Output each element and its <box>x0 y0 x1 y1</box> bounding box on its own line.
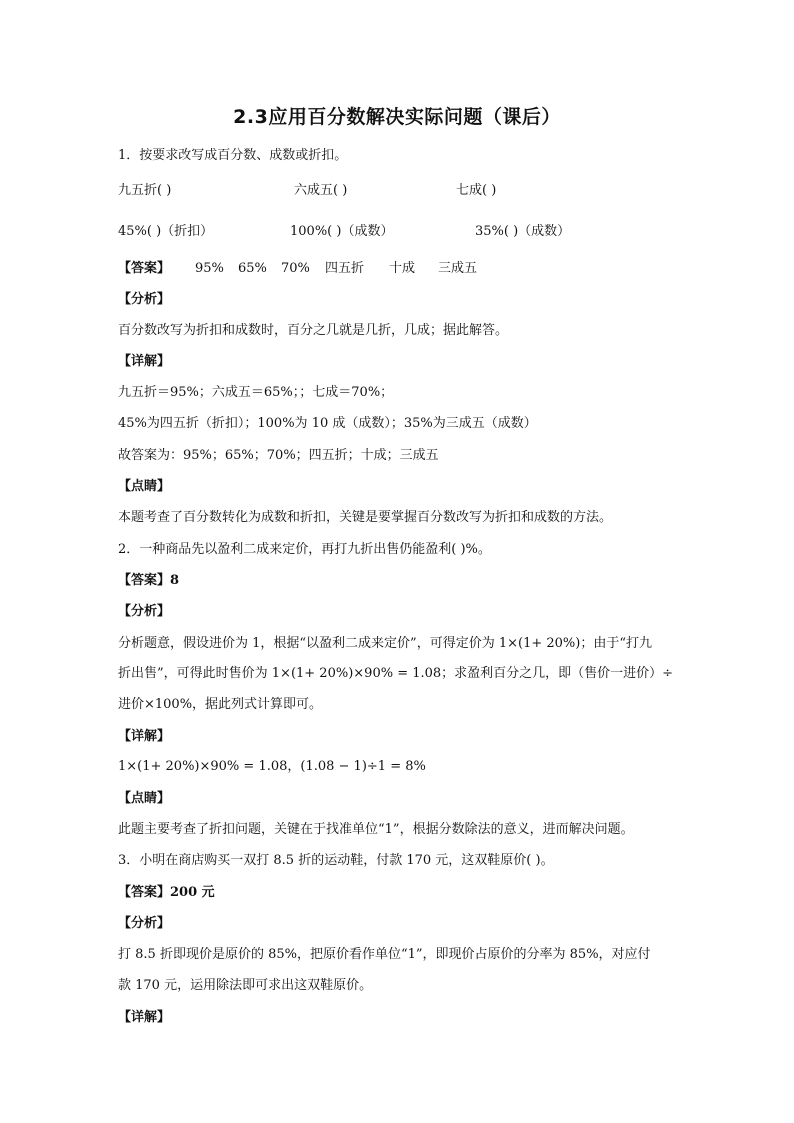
q1-stem: 1．按要求改写成百分数、成数或折扣。 <box>118 148 348 163</box>
comment-label: 【点睛】 <box>118 791 171 806</box>
comment-text: 此题主要考查了折扣问题，关键在于找准单位“1”，根据分数除法的意义，进而解决问题。 <box>118 822 634 837</box>
analysis-line: 分析题意，假设进价为 1，根据“以盈利二成来定价”，可得定价为 1×(1+ 20%)；由于“打九 <box>118 636 652 651</box>
detail-label: 【详解】 <box>118 729 171 744</box>
detail-line: 九五折＝95%；六成五＝65%；；七成＝70%； <box>118 385 394 400</box>
analysis-label: 【分析】 <box>118 292 171 307</box>
analysis-line: 折出售”，可得此时售价为 1×(1+ 20%)×90% = 1.08；求盈利百分之几，即（售价一进价）÷ <box>118 666 674 681</box>
q1-blank-3: 七成( ) <box>456 183 497 198</box>
q1-blank-5: 100%( )（成数） <box>290 224 394 239</box>
answer-item: 95% <box>195 261 224 276</box>
comment-text: 本题考查了百分数转化为成数和折扣，关键是要掌握百分数改写为折扣和成数的方法。 <box>118 510 613 525</box>
q1-blank-4: 45%( )（折扣） <box>118 224 214 239</box>
answer-item: 四五折 <box>325 261 365 276</box>
detail-label: 【详解】 <box>118 1010 171 1025</box>
analysis-label: 【分析】 <box>118 604 171 619</box>
analysis-line: 打 8.5 折即现价是原价的 85%，把原价看作单位“1”，即现价占原价的分率为 85%，对应付 <box>118 947 651 962</box>
analysis-label: 【分析】 <box>118 916 171 931</box>
q3-answer: 【答案】200 元 <box>118 885 215 900</box>
page-title: 2.3应用百分数解决实际问题（课后） <box>233 106 561 128</box>
detail-label: 【详解】 <box>118 354 171 369</box>
q3-stem: 3．小明在商店购买一双打 8.5 折的运动鞋，付款 170 元，这双鞋原价( )。 <box>118 853 554 868</box>
q1-answer <box>118 259 678 279</box>
answer-item: 65% <box>238 261 267 276</box>
analysis-line: 进价×100%，据此列式计算即可。 <box>118 697 323 712</box>
analysis-text: 百分数改写为折扣和成数时，百分之几就是几折，几成；据此解答。 <box>118 323 509 338</box>
q2-answer: 【答案】8 <box>118 573 180 588</box>
q1-blank-6: 35%( )（成数） <box>475 224 571 239</box>
q1-blank-2: 六成五( ) <box>294 183 348 198</box>
answer-item: 三成五 <box>438 261 478 276</box>
detail-line: 45%为四五折（折扣）；100%为 10 成（成数）；35%为三成五（成数） <box>118 416 537 431</box>
comment-label: 【点睛】 <box>118 479 171 494</box>
q2-stem: 2．一种商品先以盈利二成来定价，再打九折出售仍能盈利( )%。 <box>118 542 491 557</box>
q1-blank-1: 九五折( ) <box>118 183 172 198</box>
q1-row2 <box>118 222 678 242</box>
answer-label: 【答案】 <box>118 261 171 276</box>
formula-line: 1×(1+ 20%)×90% = 1.08，(1.08 − 1)÷1 = 8% <box>118 759 426 774</box>
q1-row1 <box>118 181 678 201</box>
answer-item: 十成 <box>389 261 416 276</box>
answer-item: 70% <box>281 261 310 276</box>
analysis-line: 款 170 元，运用除法即可求出这双鞋原价。 <box>118 978 373 993</box>
detail-line: 故答案为：95%；65%；70%；四五折；十成；三成五 <box>118 448 439 463</box>
